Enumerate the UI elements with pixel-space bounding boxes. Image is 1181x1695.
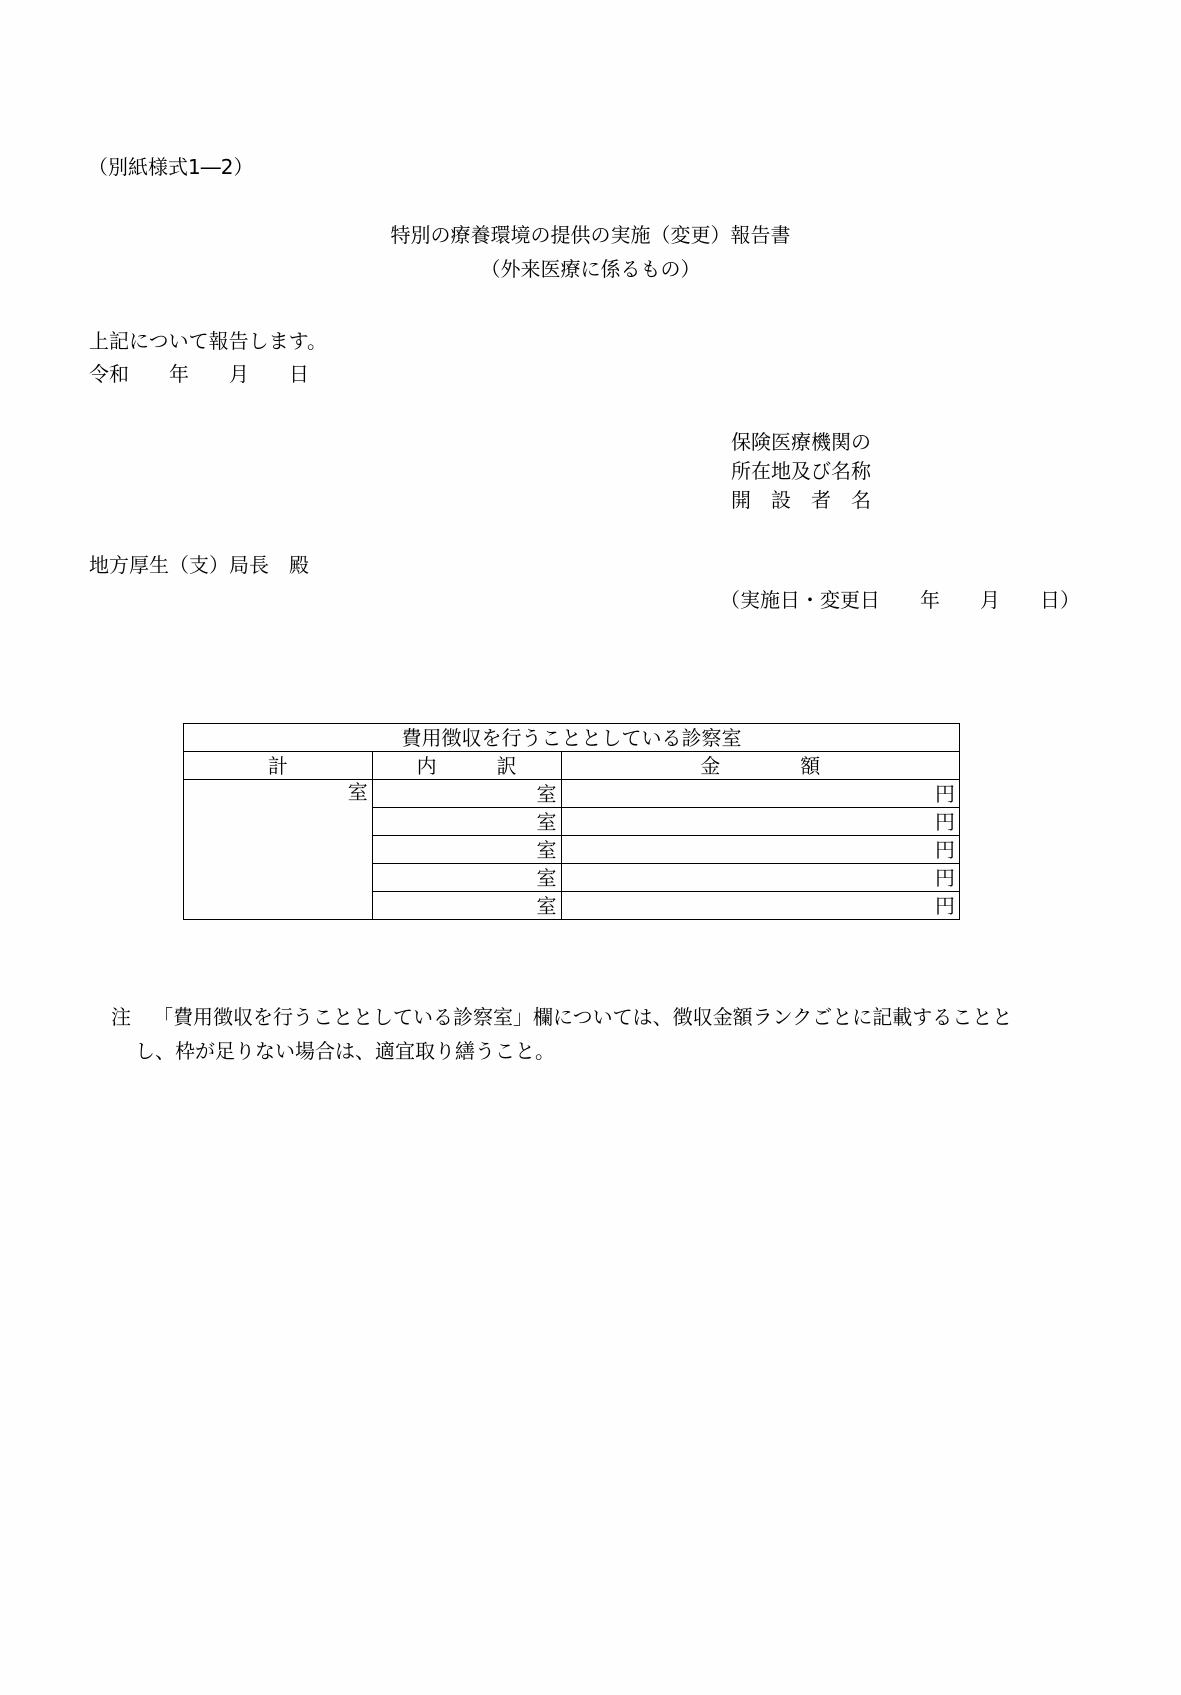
form-number: （別紙様式1―2）	[88, 155, 254, 179]
amount-cell[interactable]: 円	[561, 892, 959, 920]
institution-line: 所在地及び名称	[731, 459, 871, 483]
room-count-cell[interactable]: 室	[372, 836, 561, 864]
header-amount: 金 額	[561, 752, 959, 780]
table-row	[184, 780, 960, 808]
amount-cell[interactable]: 円	[561, 836, 959, 864]
addressee: 地方厚生（支）局長 殿	[89, 553, 309, 577]
room-count-cell[interactable]: 室	[372, 780, 561, 808]
total-rooms-cell[interactable]: 室	[184, 780, 373, 920]
room-count-cell[interactable]: 室	[372, 892, 561, 920]
document-title: 特別の療養環境の提供の実施（変更）報告書	[390, 223, 791, 247]
date-line: 令和 年 月 日	[89, 362, 309, 386]
room-count-cell[interactable]: 室	[372, 808, 561, 836]
implementation-date: （実施日・変更日 年 月 日）	[720, 588, 1080, 612]
header-total: 計	[184, 752, 373, 780]
amount-cell[interactable]: 円	[561, 864, 959, 892]
note-line-1: 「費用徴収を行うこととしている診察室」欄については、徴収金額ランクごとに記載することと	[153, 1005, 1013, 1029]
note-label: 注	[111, 1005, 131, 1029]
institution-line: 保険医療機関の	[731, 430, 871, 454]
statement: 上記について報告します。	[89, 329, 327, 353]
institution-line: 開 設 者 名	[731, 488, 871, 512]
room-count-cell[interactable]: 室	[372, 864, 561, 892]
note-line-2: し、枠が足りない場合は、適宜取り繕うこと。	[135, 1039, 555, 1063]
amount-cell[interactable]: 円	[561, 808, 959, 836]
consultation-room-table	[183, 723, 960, 920]
header-breakdown: 内 訳	[372, 752, 561, 780]
table-title: 費用徴収を行うこととしている診察室	[184, 724, 960, 752]
amount-cell[interactable]: 円	[561, 780, 959, 808]
document-subtitle: （外来医療に係るもの）	[480, 257, 701, 281]
